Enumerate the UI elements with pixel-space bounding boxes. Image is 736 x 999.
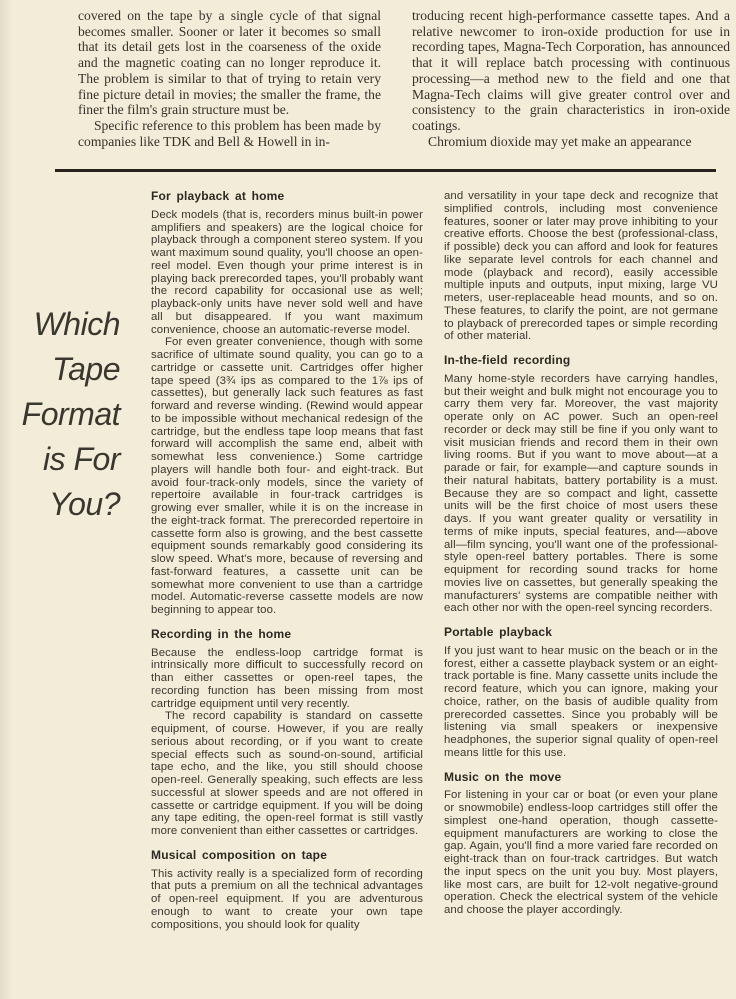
section-heading: Recording in the home [151, 626, 292, 641]
section-heading: For playback at home [151, 189, 285, 203]
feature-title [8, 302, 120, 527]
body-paragraph: For even greater convenience, though with some sacrifice of ultimate sound quality, you can go to a cartridge or cassette unit. Cartridges offer higher tape speed (3¾ ips as compared to the 1⅞ ips of cassettes), but generally lack such features as fast forward and reverse winding. (Rewind would appear to be impossible without mechanical redesign of the cartridge, but the endless tape loop means that fast forward will accomplish the same end, albeit with somewhat less convenience.) Some cartridge players will handle both four- and eight-track. But avoid four-track-only models, since the variety of repertoire available in four-track cartridges is growing ever smaller, while it is on the increase in the eight-track format. The prerecorded repertoire in cassette form also is growing, and the best cassette equipment sounds remarkably good considering its slow speed. What's more, because of reversing and fast-forward features, a cassette unit can be somewhat more convenient to use than a cartridge model. Automatic-reverse cassette models are now beginning to appear too. [151, 336, 423, 616]
body-paragraph: Deck models (that is, recorders minus built-in power amplifiers and speakers) are the logical choice for playback through a component stereo system. If you want maximum sound quality, you'll choose an open-reel model. Even though your prime interest is in playing back prerecorded tapes, you'll probably want the record capability for occasional use as well; playback-only units have never sold well and have all but disappeared. If you want maximum convenience, choose an automatic-reverse model. [151, 208, 423, 336]
body-paragraph: This activity really is a specialized form of recording that puts a premium on all the technical advantages of open-reel equipment. If you are adventurous enough to want to create your own tape compositions, you should look for quality [151, 867, 423, 931]
body-paragraph: The record capability is standard on cassette equipment, of course. However, if you are really serious about recording, or if you want to create special effects such as sound-on-sound, artificial tape echo, and the like, you still should choose open-reel. Generally speaking, such effects are less successful at slower speeds and are not offered in cassette or cartridge equipment. If you will be doing any tape editing, the open-reel format is still vastly more convenient than either cassettes or cartridges. [151, 710, 423, 837]
feature-title-line: Tape [52, 351, 120, 387]
feature-title-line: You? [49, 486, 120, 522]
feature-title-line: is For [43, 441, 120, 477]
body-paragraph: Chromium dioxide may yet make an appearance [428, 133, 692, 149]
feature-left-column [151, 190, 423, 931]
body-paragraph: If you just want to hear music on the beach or in the forest, either a cassette playback system or an eight-track portable is fine. Many cassette units include the record feature, which you can ignore, making your choice, rather, on the basis of audible quality from prerecorded cassettes. Since you probably will be listening via small speakers or inexpensive headphones, the superior signal quality of open-reel means little for this use. [444, 644, 718, 759]
body-paragraph: Many home-style recorders have carrying handles, but their weight and bulk might not encourage you to carry them very far. Moreover, the vast majority operate only on AC power. Such an open-reel recorder or deck may still be fine if you only want to visit musician friends and record them in their own living rooms. But if you want to move about—at a parade or fair, for example—and capture sounds in their natural habitats, battery portability is a must. Because they are so compact and light, cassette units will be the first choice of most users these days. If you want greater quality or versatility in terms of mike inputs, special features, and—above all—film syncing, you'll want one of the professional-style open-reel battery portables. There is some equipment for recording sound tracks for home movies live on cassettes, but generally speaking the manufacturers' systems are compatible neither with each other nor with the open-reel syncing recorders. [444, 372, 718, 615]
feature-right-column [444, 190, 718, 917]
feature-title-line: Format [21, 396, 120, 432]
top-article-left-column [78, 8, 381, 149]
body-paragraph: troducing recent high-performance cassette tapes. And a relative newcomer to iron-oxide production for use in recording tapes, Magna-Tech Corporation, has announced that it will replace batch processing with continuous processing—a method new to the field and one that Magna-Tech claims will give greater control over and consistency to the grain characteristics in iron-oxide coatings. [412, 8, 730, 133]
body-paragraph: Because the endless-loop cartridge format is intrinsically more difficult to successfully record on than either cassettes or open-reel tapes, the recording function has been missing from most cartridge equipment until very recently. [151, 646, 423, 710]
section-heading: In-the-field recording [444, 353, 571, 367]
body-paragraph: covered on the tape by a single cycle of that signal becomes smaller. Sooner or later it becomes so small that its detail gets lost in the coarseness of the oxide and the magnetic coating can no longer reproduce it. The problem is similar to that of trying to retain very fine picture detail in movies; the smaller the frame, the finer the film's grain structure must be. [78, 8, 381, 118]
section-heading: Portable playback [444, 625, 553, 639]
section-heading: Musical composition on tape [151, 847, 328, 862]
body-paragraph: and versatility in your tape deck and recognize that simplified controls, including most convenience features, sooner or later may prove inhibiting to your creative efforts. Choose the best (professional-class, if possible) deck you can afford and look for features like separate level controls for each channel and mode (playback and record), easily accessible multiple inputs and outputs, input mixing, large VU meters, user-replaceable head mounts, and so on. These features, to clarify the point, are not germane to playback of prerecorded tapes or simple recording of other material. [444, 190, 718, 343]
feature-title-line: Which [33, 306, 120, 342]
body-paragraph: Specific reference to this problem has been made by companies like TDK and Bell & Howell in in- [78, 117, 381, 149]
top-article-right-column [412, 8, 730, 149]
section-divider-rule [55, 169, 716, 172]
section-heading: Music on the move [444, 769, 562, 784]
body-paragraph: For listening in your car or boat (or even your plane or snowmobile) endless-loop cartridges still offer the simplest one-hand operation, though cassette-equipment manufacturers are working to close the gap. Again, you'll find a more varied fare recorded on eight-track than on four-track cartridges. But watch the input specs on the unit you buy. Most players, like most cars, are built for 12-volt negative-ground operation. Check the electrical system of the vehicle and choose the player accordingly. [444, 789, 718, 916]
